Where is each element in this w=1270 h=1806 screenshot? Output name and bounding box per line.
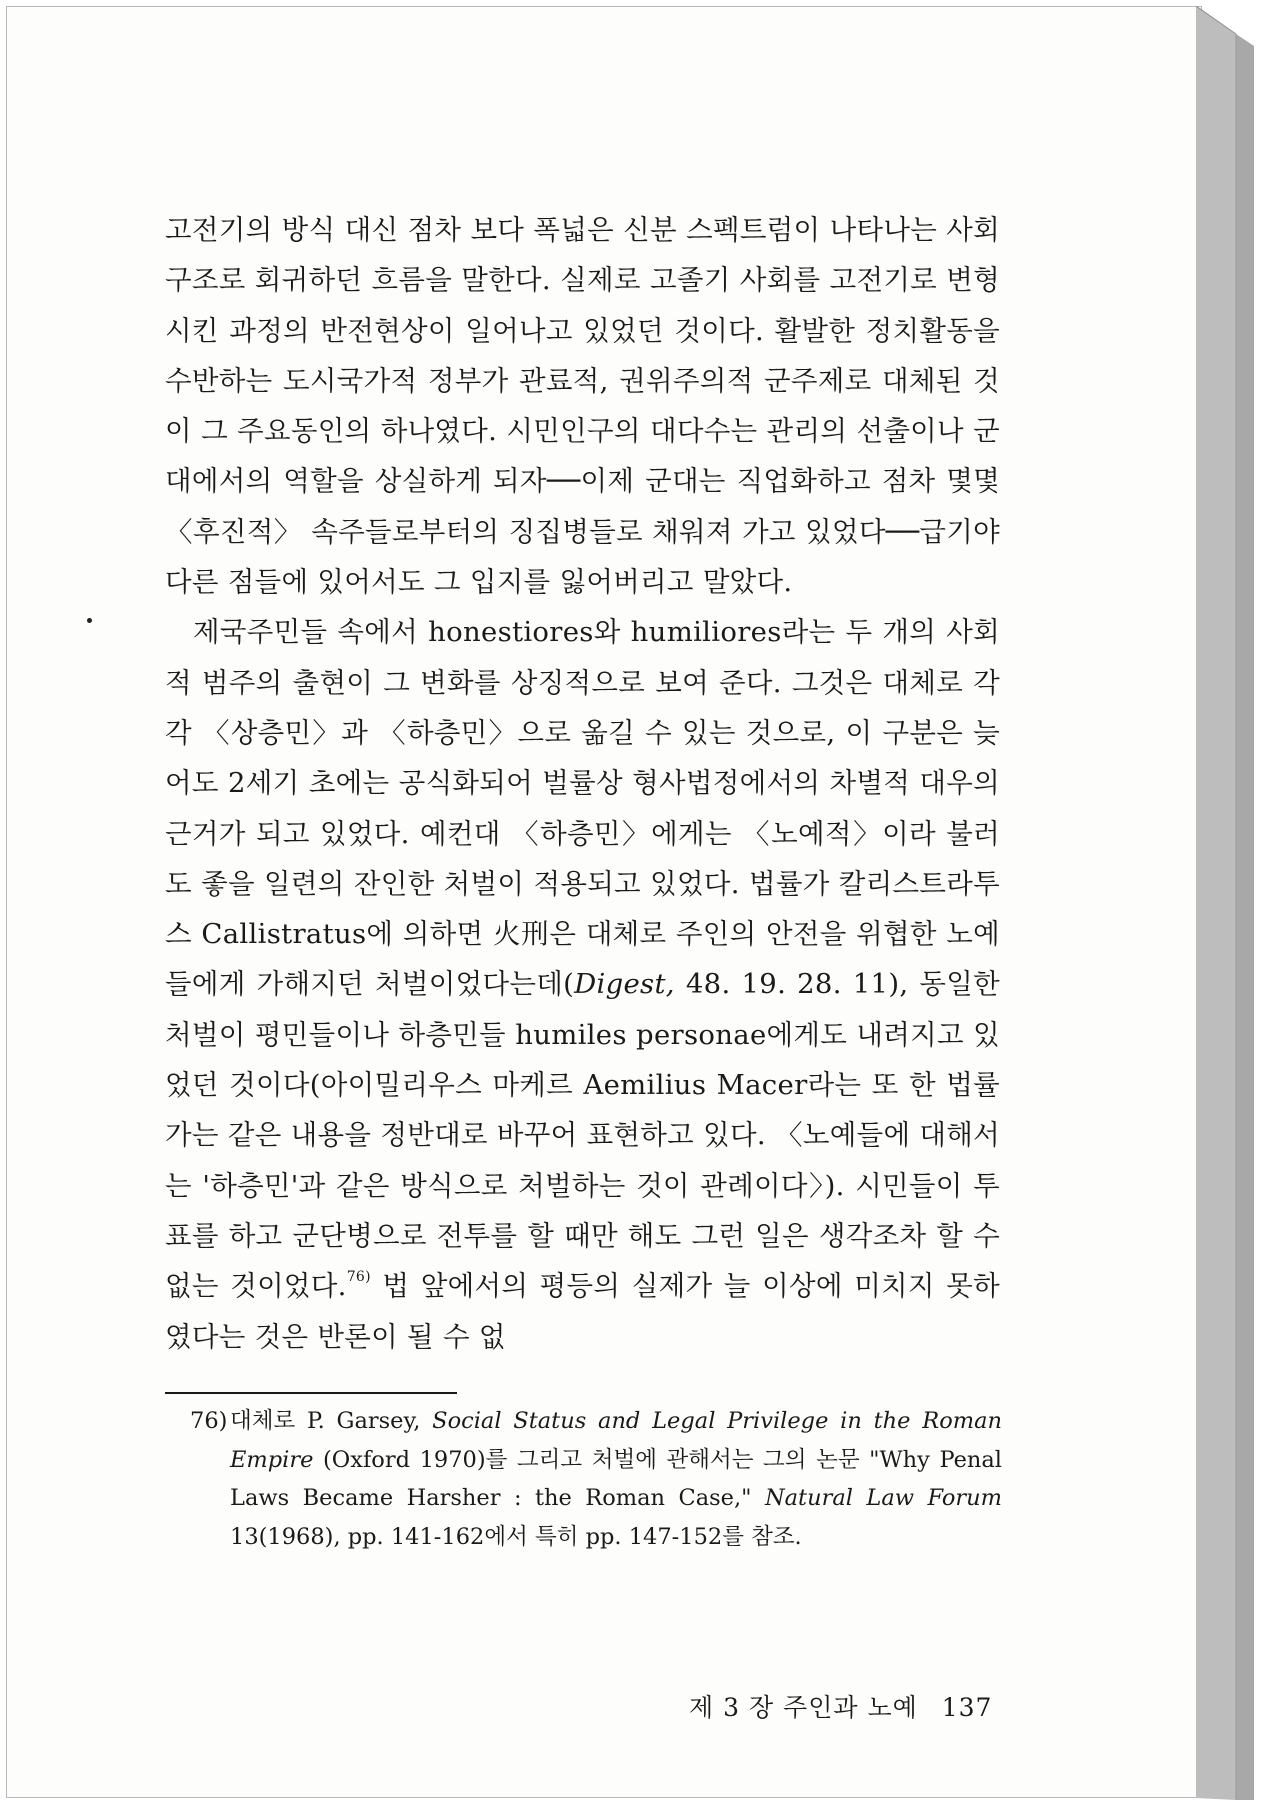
footnote-body bbox=[230, 1402, 1002, 1556]
paragraph-1: 고전기의 방식 대신 점차 보다 폭넓은 신분 스펙트럼이 나타나는 사회구조로 회귀하던 흐름을 말한다. 실제로 고졸기 사회를 고전기로 변형시킨 과정의 반전현상이 일어나고 있었던 것이다. 활발한 정치활동을 수반하는 도시국가적 정부가 관료적, 권위주의적 군주제로 대체된 것이 그 주요동인의 하나였다. 시민인구의 대다수는 관리의 선출이나 군대에서의 역할을 상실하게 되자──이제 군대는 직업화하고 점차 몇몇 〈후진적〉 속주들로부터의 징집병들로 채워져 가고 있었다──급기야 다른 점들에 있어서도 그 입지를 잃어버리고 말았다. bbox=[165, 214, 1000, 599]
paragraph-2-lead: 제국주민들 속에서 honestiores와 humiliores라는 두 개의 사회적 범주의 출현이 그 변화를 상징적으로 보여 준다. 그것은 대체로 각각 〈상층민〉과 〈하층민〉으로 옮길 수 있는 것으로, 이 구분은 늦어도 2세기 초에는 공식화되어 벌률상 형사법정에서의 차별적 대우의 근거가 되고 있었다. 예컨대 〈하층민〉에게는 〈노예적〉이라 불러도 좋을 일련의 잔인한 처벌이 적용되고 있었다. 법률가 칼리스트라투스 Callistratus에 의하면 火刑은 대체로 주인의 안전을 위협한 노예들에게 가해지던 처벌이었다는데( bbox=[165, 616, 1000, 1001]
footnote-divider bbox=[165, 1392, 457, 1394]
footnote-reference[interactable]: 76) bbox=[346, 1269, 371, 1286]
body-text bbox=[165, 205, 1000, 1362]
footnote bbox=[190, 1402, 1002, 1556]
digest-citation: Digest, bbox=[574, 968, 675, 1001]
paragraph-2-tail: 법 앞에서의 평등의 실제가 늘 이상에 미치지 못하였다는 것은 반론이 될 수 없 bbox=[165, 1270, 1000, 1353]
footnote-mid: (Oxford 1970)를 그리고 처벌에 관해서는 그의 논문 "Why Penal Laws Became Harsher : the Roman Case," bbox=[230, 1446, 1002, 1511]
footnote-tail: 13(1968), pp. 141-162에서 특히 pp. 147-152를 참조. bbox=[230, 1523, 802, 1550]
footnote-book-title: Social Status and Legal Privilege in the Roman Empire bbox=[230, 1408, 1002, 1473]
page-edge-shadow bbox=[1196, 6, 1256, 1800]
chapter-title: 제 3 장 주인과 노예 bbox=[689, 1693, 918, 1722]
paragraph-2-middle: 48. 19. 28. 11), 동일한 처벌이 평민들이나 하층민들 humiles personae에게도 내려지고 있었던 것이다(아이밀리우스 마케르 Aemilius Macer라는 또 한 법률가는 같은 내용을 정반대로 바꾸어 표현하고 있다. 〈노예들에 대해서는 '하층민'과 같은 방식으로 처벌하는 것이 관례이다〉). 시민들이 투표를 하고 군단병으로 전투를 할 때만 해도 그런 일은 생각조차 할 수 없는 것이었다. bbox=[165, 968, 1000, 1303]
stray-dot-mark bbox=[87, 618, 92, 623]
footnote-journal-title: Natural Law Forum bbox=[764, 1485, 1002, 1511]
page-footer bbox=[689, 1688, 992, 1724]
footnote-number: 76) bbox=[190, 1408, 228, 1434]
page-number: 137 bbox=[941, 1693, 993, 1722]
footnote-lead: 대체로 P. Garsey, bbox=[230, 1408, 433, 1434]
paragraph-2 bbox=[165, 607, 1000, 1361]
